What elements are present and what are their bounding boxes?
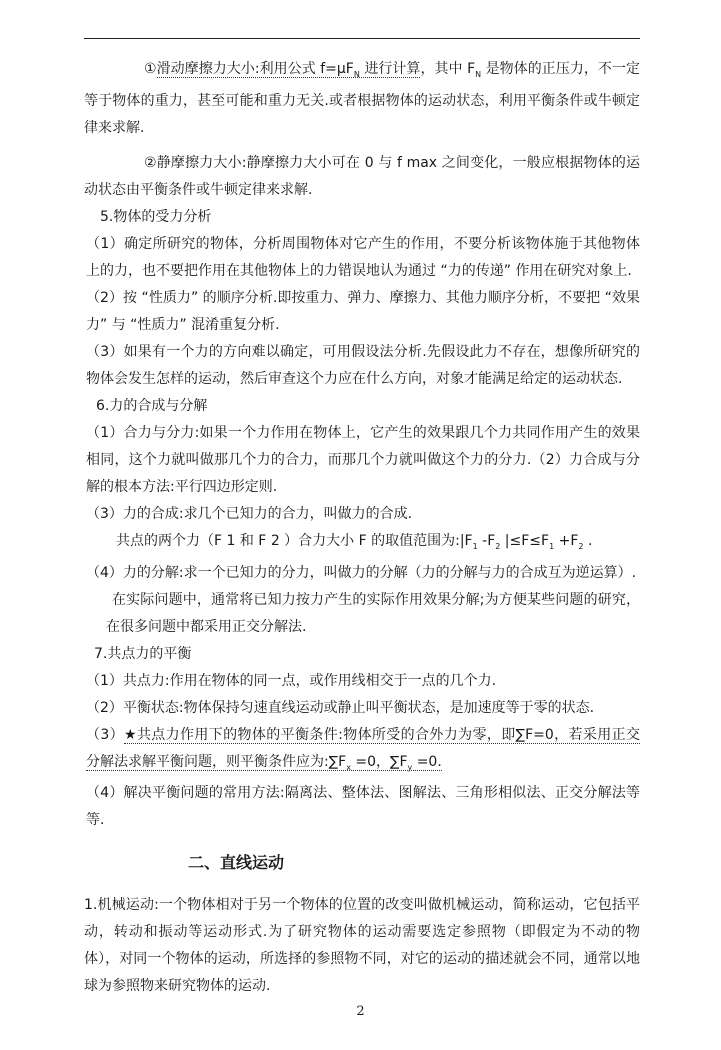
list-item-equilibrium-condition: （3）★共点力作用下的物体的平衡条件:物体所受的合外力为零，即∑F=0，若采用正交分解法求解平衡问题，则平衡条件应为$:\sum F_x =0$，$\sum F_y =0$. bbox=[86, 726, 640, 772]
list-item: （2）按 “性质力” 的顺序分析.即按重力、弹力、摩擦力、其他力顺序分析，不要把 “效果力” 与 “性质力” 混淆重复分析. bbox=[86, 289, 640, 333]
circled-one: ① bbox=[144, 61, 157, 77]
star-icon: ★ bbox=[124, 726, 137, 743]
paragraph-mechanical-motion: 1.机械运动:一个物体相对于另一个物体的位置的改变叫做机械运动，简称运动，它包括平动，转动和振动等运动形式.为了研究物体的运动需要选定参照物（即假定为不动的物体），对同一个物体的运动，所选择的参照物不同，对它的运动的描述就会不同，通常以地球为参照物来研究物体的运动. bbox=[84, 897, 640, 995]
list-item: （1）合力与分力:如果一个力作用在物体上，它产生的效果跟几个力共同作用产生的效果相同，这个力就叫做那几个力的合力，而那几个力就叫做这个力的分力.（2）力合成与分解的根本方法:平行四边形定则. bbox=[86, 424, 640, 495]
paragraph-static-friction: ②静摩擦力大小:静摩擦力大小可在 0 与 f max 之间变化，一般应根据物体的运动状态由平衡条件或牛顿定律来求解. bbox=[84, 154, 640, 198]
equilibrium-condition-text: ★共点力作用下的物体的平衡条件:物体所受的合外力为零，即∑F=0，若采用正交分解法求解平衡问题，则平衡条件应为$:\sum F_x =0$，$\sum F_y =0$. bbox=[86, 726, 640, 772]
heading-force-analysis: 5.物体的受力分析 bbox=[100, 208, 212, 225]
section-title: 二、直线运动 bbox=[188, 853, 285, 873]
page-number: 2 bbox=[356, 1004, 365, 1019]
list-item: （2）平衡状态:物体保持匀速直线运动或静止叫平衡状态，是加速度等于零的状态. bbox=[86, 699, 595, 716]
list-item: （4）解决平衡问题的常用方法:隔离法、整体法、图解法、三角形相似法、正交分解法等等. bbox=[86, 785, 640, 829]
list-item: （1）确定所研究的物体，分析周围物体对它产生的作用，不要分析该物体施于其他物体上的力，也不要把作用在其他物体上的力错误地认为通过 “力的传递” 作用在研究对象上. bbox=[86, 235, 640, 279]
list-item: （3）如果有一个力的方向难以确定，可用假设法分析.先假设此力不存在，想像所研究的物体会发生怎样的运动，然后审查这个力应在什么方向，对象才能满足给定的运动状态. bbox=[86, 343, 640, 387]
list-item: （4）力的分解:求一个已知力的分力，叫做力的分解（力的分解与力的合成互为逆运算）. bbox=[86, 564, 637, 581]
list-item: （1）共点力:作用在物体的同一点，或作用线相交于一点的几个力. bbox=[86, 672, 497, 689]
sliding-formula-text: 滑动摩擦力大小:利用公式 $f=\mu F_N$ 进行计算 bbox=[156, 61, 421, 79]
paragraph-sliding-friction: ①滑动摩擦力大小:利用公式 $f=\mu F_N$ 进行计算，其中 $F_N$ 是物体的正压力，不一定等于物体的重力，甚至可能和重力无关.或者根据物体的运动状态，利用平衡条件或牛顿定律来求解. bbox=[84, 61, 640, 136]
list-item-resultant-range: 共点的两个力（F 1 和 F 2 ）合力大小 F 的取值范围为$:|F_1$ $-F_2$ $|\le F\le F_1 +F_2$ . bbox=[116, 532, 593, 551]
heading-equilibrium: 7.共点力的平衡 bbox=[94, 645, 192, 662]
list-item: （3）力的合成:求几个已知力的合力，叫做力的合成. bbox=[86, 505, 413, 522]
list-item-orthogonal: 在实际问题中，通常将已知力按力产生的实际作用效果分解;为方便某些问题的研究，在很多问题中都采用正交分解法. bbox=[106, 591, 640, 635]
heading-force-composition: 6.力的合成与分解 bbox=[96, 397, 208, 414]
document-page bbox=[84, 56, 640, 1000]
header-rule bbox=[84, 38, 640, 39]
